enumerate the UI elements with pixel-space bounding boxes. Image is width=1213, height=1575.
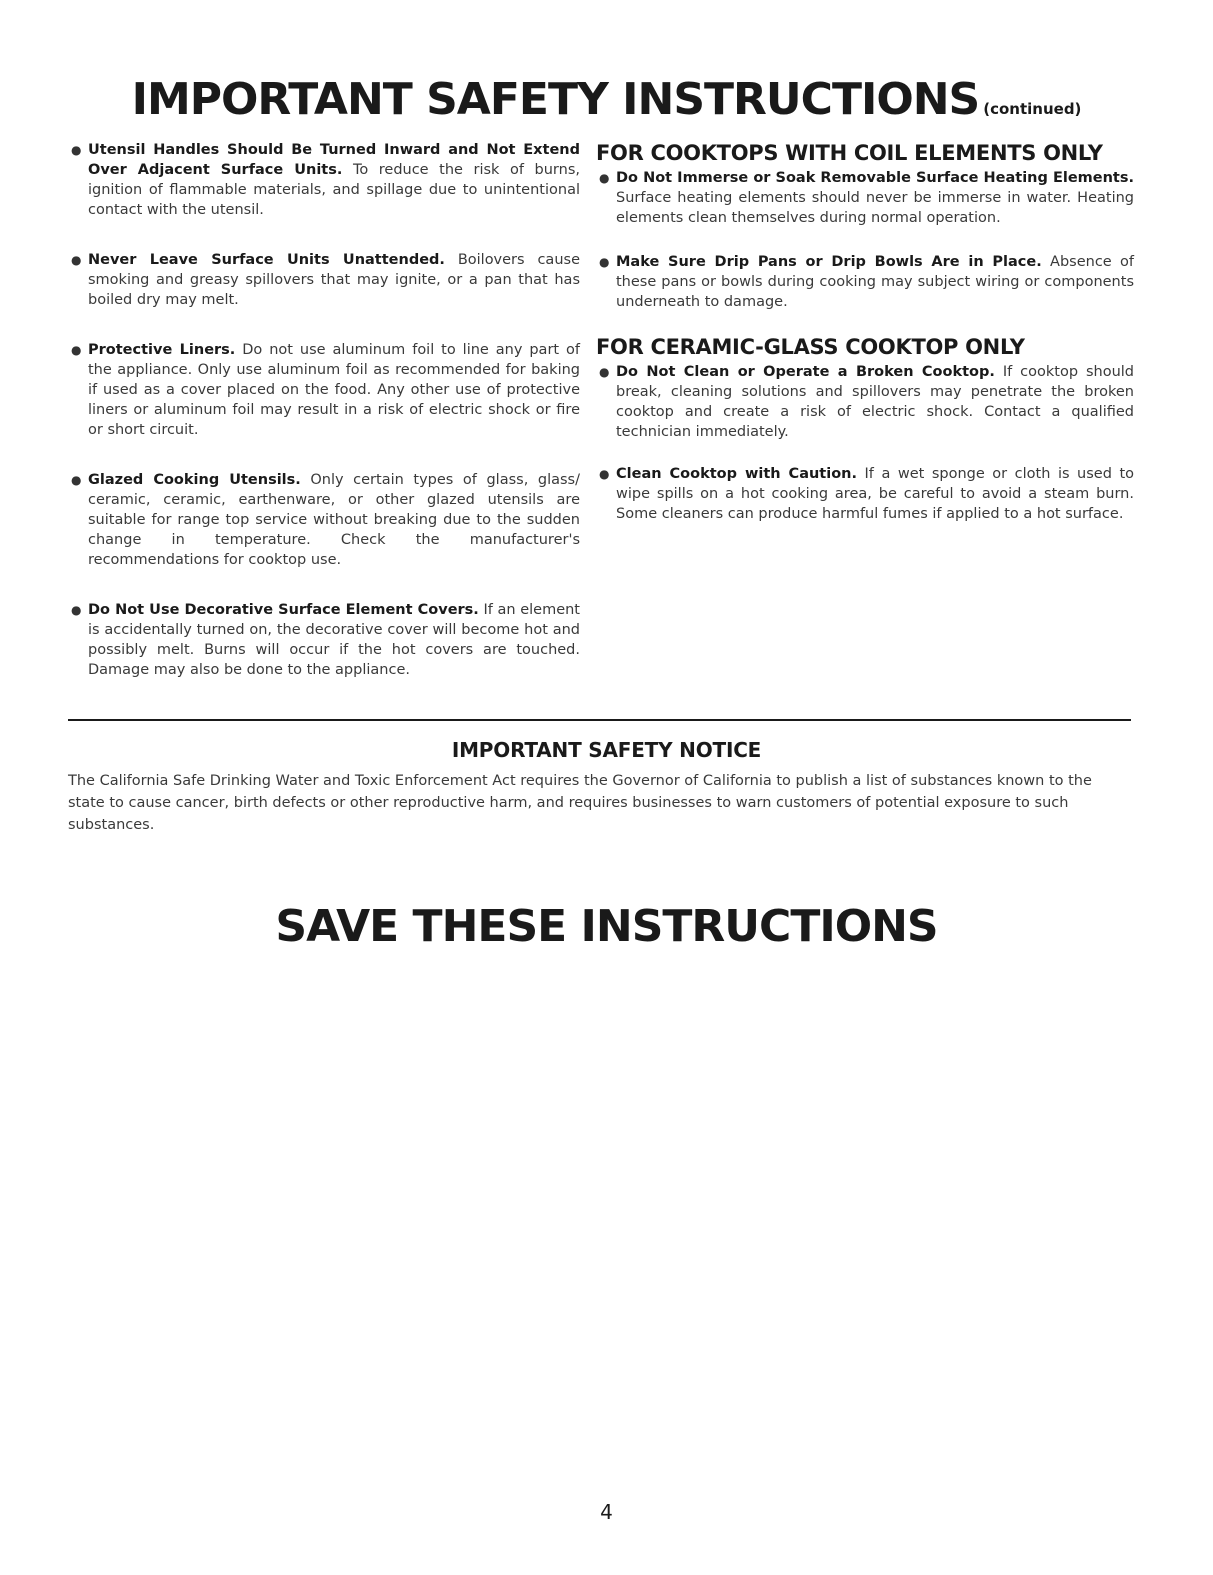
- save-instructions-title: SAVE THESE INSTRUCTIONS: [275, 901, 938, 952]
- item-text: Do not use aluminum foil to line any part of the appliance. Only use aluminum foil as recommended for baking if used as a cover placed on the food. Any other use of protective liners or aluminum foil may result in a risk of electric shock or fire or short circuit.: [88, 342, 580, 438]
- notice-title: IMPORTANT SAFETY NOTICE: [451, 738, 762, 762]
- item-text: Absence of these pans or bowls during cooking may subject wiring or components underneath to damage.: [616, 254, 1134, 310]
- bullet-icon: ●: [599, 255, 610, 269]
- safety-item-unattended: [68, 250, 580, 310]
- bullet-icon: ●: [71, 143, 82, 157]
- bullet-icon: ●: [71, 253, 82, 267]
- safety-item-utensil-handles: [68, 140, 580, 220]
- item-lead: Never Leave Surface Units Unattended.: [88, 252, 445, 268]
- item-lead: Make Sure Drip Pans or Drip Bowls Are in Place.: [616, 254, 1042, 270]
- item-text: If a wet sponge or cloth is used to wipe spills on a hot cooking area, be careful to avoid a steam burn. Some cleaners can produce harmful fumes if applied to a hot surface.: [616, 466, 1135, 522]
- safety-item-decorative-covers: [68, 600, 580, 680]
- safety-item-clean-with-caution: [596, 464, 1134, 524]
- page-number: 4: [600, 1500, 613, 1524]
- bullet-icon: ●: [71, 473, 82, 487]
- bullet-icon: ●: [599, 171, 610, 185]
- item-text: To reduce the risk of burns, ignition of flammable materials, and spillage due to unintentional contact with the utensil.: [88, 162, 580, 218]
- notice-body: The California Safe Drinking Water and Toxic Enforcement Act requires the Governor of California to publish a list of substances known to the state to cause cancer, birth defects or other reproductive harm, and requires businesses to warn customers of potential exposure to such substances.: [68, 773, 1092, 833]
- safety-item-broken-cooktop: [596, 362, 1134, 442]
- item-text: Surface heating elements should never be immerse in water. Heating elements clean themselves during normal operation.: [616, 190, 1134, 226]
- safety-item-glazed-utensils: [68, 470, 580, 570]
- bullet-icon: ●: [599, 467, 610, 481]
- bullet-icon: ●: [71, 603, 82, 617]
- bullet-icon: ●: [599, 365, 610, 379]
- page-title-text: IMPORTANT SAFETY INSTRUCTIONS: [131, 74, 980, 125]
- item-lead: Clean Cooktop with Caution.: [616, 466, 857, 482]
- item-lead: Utensil Handles Should Be Turned Inward and Not Extend Over Adjacent Surface Units.: [88, 142, 580, 178]
- item-lead: Protective Liners.: [88, 342, 236, 358]
- ceramic-glass-heading: FOR CERAMIC-GLASS COOKTOP ONLY: [596, 335, 1025, 359]
- page-title: [0, 74, 1213, 125]
- coil-elements-heading: FOR COOKTOPS WITH COIL ELEMENTS ONLY: [596, 141, 1103, 165]
- item-lead: Do Not Use Decorative Surface Element Covers.: [88, 602, 479, 618]
- right-column: [596, 140, 1134, 524]
- continued-label: (continued): [983, 100, 1082, 118]
- section-divider: [68, 719, 1131, 721]
- item-lead: Do Not Immerse or Soak Removable Surface Heating Elements.: [616, 170, 1134, 186]
- item-text: Only certain types of glass, glass/ ceramic, ceramic, earthenware, or other glazed utensils are suitable for range top service without breaking due to the sudden change in temperature. Check the manufacturer's recommendations for cooktop use.: [88, 472, 580, 568]
- item-text: Boilovers cause smoking and greasy spillovers that may ignite, or a pan that has boiled dry may melt.: [88, 252, 580, 308]
- item-text: If cooktop should break, cleaning solutions and spillovers may penetrate the broken cooktop and create a risk of electric shock. Contact a qualified technician immediately.: [616, 364, 1135, 440]
- bullet-icon: ●: [71, 343, 82, 357]
- item-lead: Glazed Cooking Utensils.: [88, 472, 301, 488]
- safety-item-drip-pans: [596, 252, 1134, 312]
- left-column: [68, 140, 580, 680]
- item-text: If an element is accidentally turned on, the decorative cover will become hot and possibly melt. Burns will occur if the hot covers are touched. Damage may also be done to the appliance.: [88, 602, 580, 678]
- safety-item-protective-liners: [68, 340, 580, 440]
- safety-item-do-not-immerse: [596, 168, 1134, 228]
- item-lead: Do Not Clean or Operate a Broken Cooktop.: [616, 364, 995, 380]
